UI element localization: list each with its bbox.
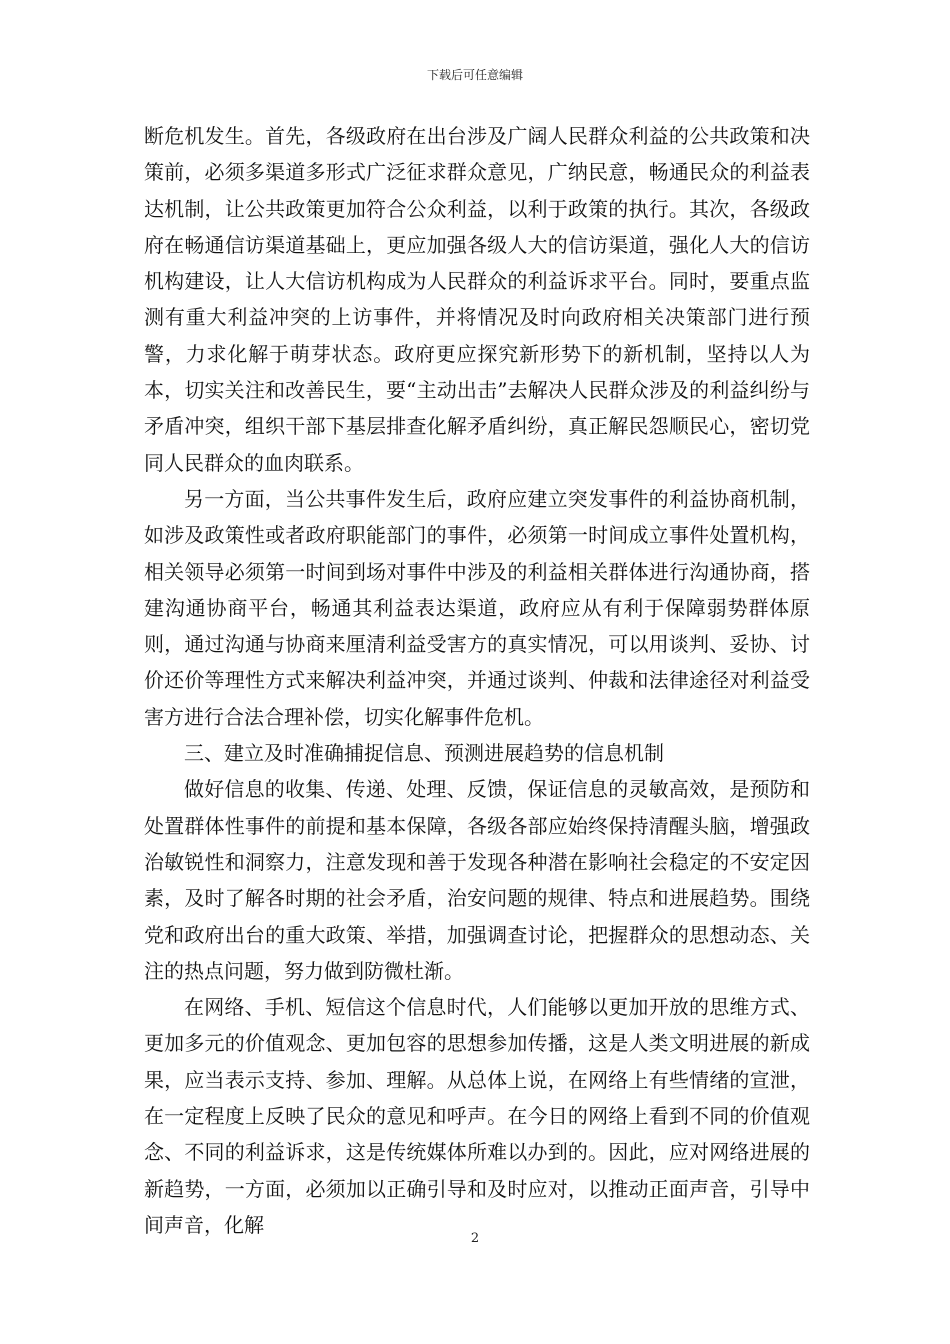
page-number: 2	[470, 1231, 480, 1246]
paragraph-4: 在网络、手机、短信这个信息时代，人们能够以更加开放的思维方式、更加多元的价值观念、更加包容的思想参加传播，这是人类文明进展的新成果，应当表示支持、参加、理解。从总体上说，在网络上有些情绪的宣泄，在一定程度上反映了民众的意见和呼声。在今日的网络上看到不同的价值观念、不同的利益诉求，这是传统媒体所难以办到的。因此，应对网络进展的新趋势，一方面，必须加以正确引导和及时应对，以推动正面声音，引导中间声音，化解	[144, 995, 810, 1237]
paragraph-1: 断危机发生。首先，各级政府在出台涉及广阔人民群众利益的公共政策和决策前，必须多渠道多形式广泛征求群众意见，广纳民意，畅通民众的利益表达机制，让公共政策更加符合公众利益，以利于政策的执行。其次，各级政府在畅通信访渠道基础上，更应加强各级人大的信访渠道，强化人大的信访机构建设，让人大信访机构成为人民群众的利益诉求平台。同时，要重点监测有重大利益冲突的上访事件，并将情况及时向政府相关决策部门进行预警，力求化解于萌芽状态。政府更应探究新形势下的新机制，坚持以人为本，切实关注和改善民生，要“主动出击”去解决人民群众涉及的利益纠纷与矛盾冲突，组织干部下基层排查化解矛盾纠纷，真正解民怨顺民心，密切党同人民群众的血肉联系。	[144, 124, 810, 475]
paragraph-3: 做好信息的收集、传递、处理、反馈，保证信息的灵敏高效，是预防和处置群体性事件的前提和基本保障，各级各部应始终保持清醒头脑，增强政治敏锐性和洞察力，注意发现和善于发现各种潜在影响社会稳定的不安定因素，及时了解各时期的社会矛盾，治安问题的规律、特点和进展趋势。围绕党和政府出台的重大政策、举措，加强调查讨论，把握群众的思想动态、关注的热点问题，努力做到防微杜渐。	[144, 777, 810, 983]
page-header-note: 下载后可任意编辑	[426, 68, 523, 82]
section-heading-3: 三、建立及时准确捕捉信息、预测进展趋势的信息机制	[184, 741, 664, 766]
document-body	[144, 118, 810, 1243]
paragraph-2: 另一方面，当公共事件发生后，政府应建立突发事件的利益协商机制，如涉及政策性或者政府职能部门的事件，必须第一时间成立事件处置机构，相关领导必须第一时间到场对事件中涉及的利益相关群体进行沟通协商，搭建沟通协商平台，畅通其利益表达渠道，政府应从有利于保障弱势群体原则，通过沟通与协商来厘清利益受害方的真实情况，可以用谈判、妥协、讨价还价等理性方式来解决利益冲突，并通过谈判、仲裁和法律途径对利益受害方进行合法合理补偿，切实化解事件危机。	[144, 486, 810, 729]
